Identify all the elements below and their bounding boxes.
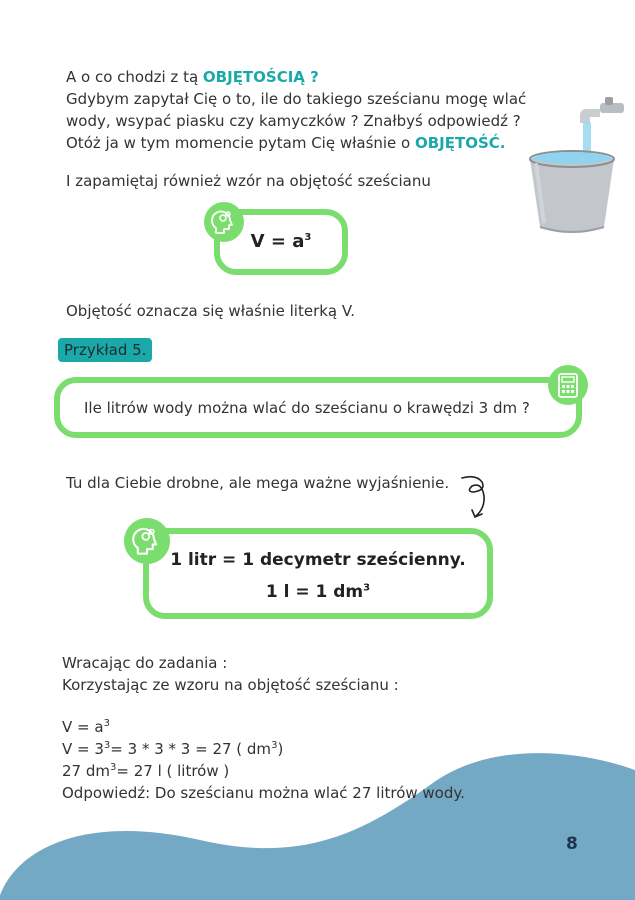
conversion-line-2 [149,580,487,604]
eq2-exponent-2: 3 [271,740,278,751]
head-with-gears-icon [204,202,244,242]
eq3-part-a: 27 dm [62,762,110,780]
formula-base: V = a [250,231,305,252]
conversion-box [143,528,493,619]
equation-3 [62,760,229,782]
conversion-exponent: 3 [363,582,371,594]
eq1-base: V = a [62,718,104,736]
intro-line-4 [66,132,506,154]
conversion-line-1: 1 litr = 1 decymetr sześcienny. [170,550,466,570]
intro-text: Otóż ja w tym momencie pytam Cię właśnie o [66,134,415,152]
solution-line-2: Korzystając ze wzoru na objętość sześcianu : [62,676,399,694]
question-box [54,377,582,438]
answer-text: Odpowiedź: Do sześcianu można wlać 27 litrów wody. [62,784,465,802]
conversion-base: 1 l = 1 dm [265,582,364,602]
equation-1 [62,716,110,738]
page-number: 8 [566,834,578,854]
eq3-part-b: = 27 l ( litrów ) [116,762,230,780]
eq3-exponent: 3 [110,762,117,773]
formula-exponent: 3 [304,232,312,243]
intro-line-1 [66,66,319,88]
solution-line-1: Wracając do zadania : [62,654,228,672]
equation-2 [62,738,283,760]
highlight-objetoscia: OBJĘTOŚCIĄ ? [202,68,319,86]
head-with-gears-icon [124,518,170,564]
eq2-exponent: 3 [103,740,111,751]
intro-line-2: Gdybym zapytał Cię o to, ile do takiego sześcianu mogę wlać [66,90,527,108]
highlight-objetosc: OBJĘTOŚĆ. [415,134,506,152]
remember-text: I zapamiętaj również wzór na objętość sześcianu [66,172,431,190]
eq1-exponent: 3 [103,718,110,729]
intro-text: A o co chodzi z tą [66,68,203,86]
intro-line-3: wody, wsypać piasku czy kamyczków ? Znałbyś odpowiedź ? [66,112,521,130]
curly-arrow-icon [458,472,494,524]
bucket-with-tap-icon [528,95,628,240]
eq2-part-b: = 3 * 3 * 3 = 27 ( dm [110,740,272,758]
question-text: Ile litrów wody można wlać do sześcianu o krawędzi 3 dm ? [84,399,530,417]
example-label: Przykład 5. [58,338,152,362]
eq2-part-a: V = 3 [62,740,104,758]
calculator-icon [548,365,588,405]
explanation-intro: Tu dla Ciebie drobne, ale mega ważne wyjaśnienie. [66,474,450,492]
eq2-part-c: ) [277,740,284,758]
volume-note: Objętość oznacza się właśnie literką V. [66,302,355,320]
